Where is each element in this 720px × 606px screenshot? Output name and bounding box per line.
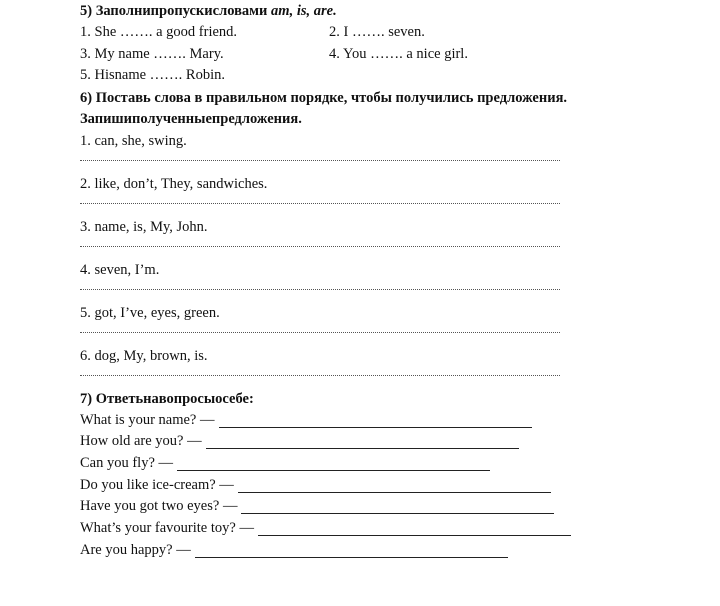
question-row-6 [80,519,571,537]
question-text: Do you like ice-cream? — [80,477,234,493]
section-6-item-2: 2. like, don’t, They, sandwiches. [80,176,268,192]
question-row-1 [80,411,532,429]
section-6-item-3: 3. name, is, My, John. [80,219,208,235]
section-6-item-5: 5. got, I’ve, eyes, green. [80,305,220,321]
question-row-2 [80,432,519,450]
answer-dotted-line-1[interactable] [80,160,560,161]
question-row-5 [80,497,554,515]
question-text: Have you got two eyes? — [80,498,238,514]
section-5-title-words: am, is, are. [271,3,337,19]
section-5-item-3: 3. My name ……. Mary. [80,46,224,62]
section-5-item-2: 2. I ……. seven. [329,24,425,40]
section-5-item-5: 5. Hisname ……. Robin. [80,67,225,83]
answer-dotted-line-6[interactable] [80,375,560,376]
question-text: How old are you? — [80,433,202,449]
answer-line[interactable] [177,470,490,471]
answer-line[interactable] [219,427,532,428]
question-row-7 [80,541,508,559]
section-6-item-6: 6. dog, My, brown, is. [80,348,208,364]
answer-dotted-line-2[interactable] [80,203,560,204]
section-5-item-1: 1. She ……. a good friend. [80,24,238,40]
section-5-title [80,2,337,20]
question-text: Can you fly? — [80,455,174,471]
question-text: What is your name? — [80,412,215,428]
question-row-4 [80,476,551,494]
question-text: Are you happy? — [80,542,191,558]
section-6-item-1: 1. can, she, swing. [80,133,187,149]
answer-line[interactable] [241,513,554,514]
answer-line[interactable] [206,448,519,449]
section-6-title-line-1: 6) Поставь слова в правильном порядке, чтобы получились предложения. [80,90,568,106]
answer-dotted-line-3[interactable] [80,246,560,247]
section-6-item-4: 4. seven, I’m. [80,262,160,278]
answer-dotted-line-4[interactable] [80,289,560,290]
answer-line[interactable] [238,492,551,493]
question-text: What’s your favourite toy? — [80,520,254,536]
section-5-title-text: 5) Заполнипропускисловами [80,3,268,19]
question-row-3 [80,454,490,472]
section-5-item-4: 4. You ……. a nice girl. [329,46,468,62]
section-7-title: 7) Ответьнавопросыосебе: [80,391,254,407]
answer-line[interactable] [258,535,571,536]
answer-line[interactable] [195,557,508,558]
section-6-title-line-2: Запишиполученныепредложения. [80,111,302,127]
answer-dotted-line-5[interactable] [80,332,560,333]
